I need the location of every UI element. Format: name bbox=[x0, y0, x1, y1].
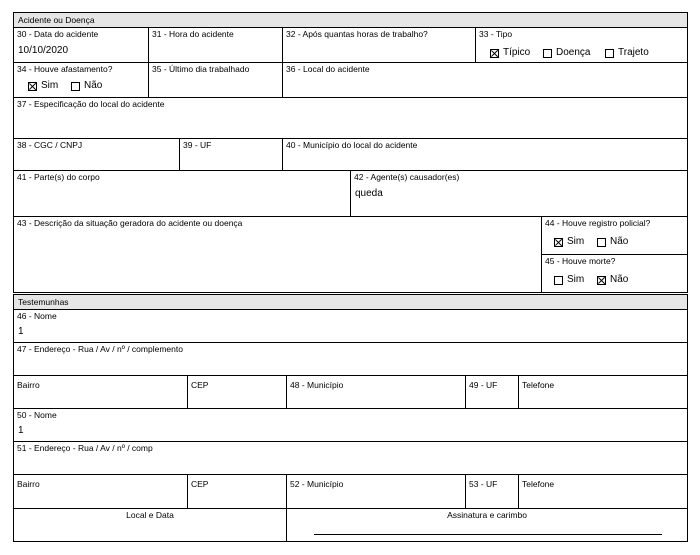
witness1-cep-label: CEP bbox=[191, 380, 209, 390]
footer-signature-label: Assinatura e carimbo bbox=[447, 510, 527, 520]
section-header-witnesses bbox=[13, 294, 688, 310]
field-38-label: 38 - CGC / CNPJ bbox=[17, 140, 83, 150]
field-45-death bbox=[541, 254, 688, 293]
field-35-last-day[interactable] bbox=[148, 62, 283, 98]
field-36-label: 36 - Local do acidente bbox=[286, 64, 370, 74]
field-31-label: 31 - Hora do acidente bbox=[152, 29, 234, 39]
witness1-bairro[interactable] bbox=[13, 375, 188, 409]
field-33-option-tipico[interactable]: Típico bbox=[490, 47, 530, 59]
field-30-label: 30 - Data do acidente bbox=[17, 29, 99, 39]
witness2-telefone[interactable] bbox=[518, 474, 688, 509]
field-34-label: 34 - Houve afastamento? bbox=[17, 64, 113, 74]
field-34-leave bbox=[13, 62, 149, 98]
field-30-date[interactable] bbox=[13, 27, 149, 63]
footer-local-data[interactable] bbox=[13, 508, 287, 542]
field-53-uf[interactable] bbox=[465, 474, 519, 509]
field-47-label: 47 - Endereço - Rua / Av / nº / complemento bbox=[17, 344, 183, 354]
field-36-location[interactable] bbox=[282, 62, 688, 98]
field-52-municipio[interactable] bbox=[286, 474, 466, 509]
witness1-telefone-label: Telefone bbox=[522, 380, 555, 390]
field-40-city[interactable] bbox=[282, 138, 688, 171]
field-51-label: 51 - Endereço - Rua / Av / nº / comp bbox=[17, 443, 153, 453]
checkbox-icon[interactable] bbox=[71, 82, 80, 91]
signature-line bbox=[314, 534, 662, 535]
field-34-option-sim[interactable]: Sim bbox=[28, 80, 58, 92]
field-32-label: 32 - Após quantas horas de trabalho? bbox=[286, 29, 428, 39]
field-33-option-trajeto[interactable]: Trajeto bbox=[605, 47, 649, 59]
field-51-address[interactable] bbox=[13, 441, 688, 475]
field-45-option-nao[interactable]: Não bbox=[597, 274, 628, 286]
witness2-cep[interactable] bbox=[187, 474, 287, 509]
field-48-municipio[interactable] bbox=[286, 375, 466, 409]
field-41-body-parts[interactable] bbox=[13, 170, 351, 217]
witness2-bairro-label: Bairro bbox=[17, 479, 40, 489]
field-44-label: 44 - Houve registro policial? bbox=[545, 218, 651, 228]
field-42-causing-agent[interactable] bbox=[350, 170, 688, 217]
footer-local-data-label: Local e Data bbox=[126, 510, 174, 520]
field-46-label: 46 - Nome bbox=[17, 311, 57, 321]
field-41-label: 41 - Parte(s) do corpo bbox=[17, 172, 100, 182]
field-37-label: 37 - Especificação do local do acidente bbox=[17, 99, 165, 109]
field-49-uf[interactable] bbox=[465, 375, 519, 409]
field-52-label: 52 - Município bbox=[290, 479, 344, 489]
field-47-address[interactable] bbox=[13, 342, 688, 376]
checkbox-icon[interactable] bbox=[554, 276, 563, 285]
section-title-accident: Acidente ou Doença bbox=[18, 15, 95, 25]
witness1-telefone[interactable] bbox=[518, 375, 688, 409]
field-30-value: 10/10/2020 bbox=[18, 45, 69, 56]
section-title-witnesses: Testemunhas bbox=[18, 297, 69, 307]
field-50-label: 50 - Nome bbox=[17, 410, 57, 420]
cat-form-accident-section bbox=[13, 12, 688, 542]
field-33-option-doenca[interactable]: Doença bbox=[543, 47, 590, 59]
field-42-label: 42 - Agente(s) causador(es) bbox=[354, 172, 460, 182]
field-40-label: 40 - Município do local do acidente bbox=[286, 140, 418, 150]
field-34-option-nao[interactable]: Não bbox=[71, 80, 102, 92]
field-50-value: 1 bbox=[18, 425, 24, 436]
witness2-bairro[interactable] bbox=[13, 474, 188, 509]
section-header-accident bbox=[13, 12, 688, 28]
field-48-label: 48 - Município bbox=[290, 380, 344, 390]
field-43-description[interactable] bbox=[13, 216, 542, 293]
witness1-cep[interactable] bbox=[187, 375, 287, 409]
field-45-label: 45 - Houve morte? bbox=[545, 256, 616, 266]
field-46-name[interactable] bbox=[13, 309, 688, 343]
checkbox-icon[interactable] bbox=[605, 49, 614, 58]
witness2-telefone-label: Telefone bbox=[522, 479, 555, 489]
field-33-type bbox=[475, 27, 688, 63]
checkbox-icon[interactable] bbox=[597, 238, 606, 247]
footer-signature[interactable] bbox=[286, 508, 688, 542]
field-45-option-sim[interactable]: Sim bbox=[554, 274, 584, 286]
checkbox-icon-checked[interactable] bbox=[490, 49, 499, 58]
field-38-cnpj[interactable] bbox=[13, 138, 180, 171]
witness1-bairro-label: Bairro bbox=[17, 380, 40, 390]
field-31-time[interactable] bbox=[148, 27, 283, 63]
witness2-cep-label: CEP bbox=[191, 479, 209, 489]
checkbox-icon-checked[interactable] bbox=[28, 82, 37, 91]
field-35-label: 35 - Último dia trabalhado bbox=[152, 64, 250, 74]
field-44-option-nao[interactable]: Não bbox=[597, 236, 628, 248]
checkbox-icon-checked[interactable] bbox=[554, 238, 563, 247]
field-53-label: 53 - UF bbox=[469, 479, 498, 489]
field-44-option-sim[interactable]: Sim bbox=[554, 236, 584, 248]
field-42-value: queda bbox=[355, 188, 383, 199]
checkbox-icon[interactable] bbox=[543, 49, 552, 58]
field-43-label: 43 - Descrição da situação geradora do acidente ou doença bbox=[17, 218, 243, 228]
field-32-hours-worked[interactable] bbox=[282, 27, 476, 63]
field-39-uf[interactable] bbox=[179, 138, 283, 171]
field-37-location-spec[interactable] bbox=[13, 97, 688, 139]
field-44-police-report bbox=[541, 216, 688, 255]
checkbox-icon-checked[interactable] bbox=[597, 276, 606, 285]
field-49-label: 49 - UF bbox=[469, 380, 498, 390]
field-33-label: 33 - Tipo bbox=[479, 29, 513, 39]
field-50-name[interactable] bbox=[13, 408, 688, 442]
field-46-value: 1 bbox=[18, 326, 24, 337]
field-39-label: 39 - UF bbox=[183, 140, 212, 150]
